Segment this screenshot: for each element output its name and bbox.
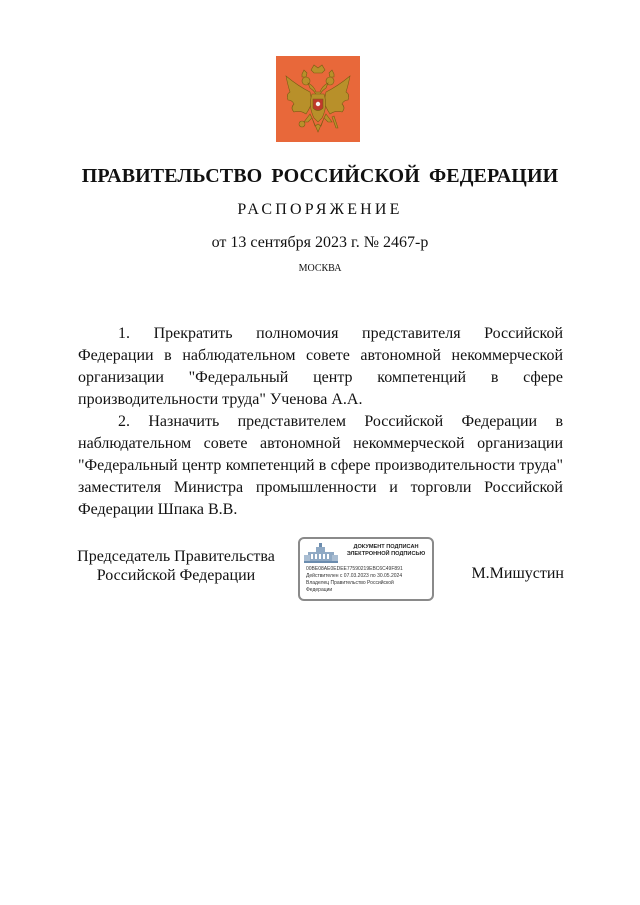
government-building-icon — [304, 543, 338, 563]
signer-name: М.Мишустин — [471, 565, 564, 582]
stamp-owner-line-1: Владелец Правительство Российской — [306, 580, 394, 586]
stamp-owner-line-2: Федерации — [306, 587, 333, 593]
document-type: РАСПОРЯЖЕНИЕ — [237, 201, 403, 218]
paragraph-2: 2. Назначить представителем Российской Федерации в наблюдательном совете автономной некоммерческой организации "Федеральный центр компетенций в сфере производительности труда" заместителя Министра промышленности и торговли Российской Федерации Шпака В.В. — [78, 413, 563, 518]
stamp-certificate-number: 00BE08AE0EDEE77590219EBC6C49F891 — [306, 566, 403, 572]
stamp-title-line-1: ДОКУМЕНТ ПОДПИСАН — [353, 544, 419, 550]
document-date-number: от 13 сентября 2023 г. № 2467-р — [211, 234, 429, 251]
signer-position-line-1: Председатель Правительства — [77, 548, 275, 565]
signer-position — [66, 547, 286, 585]
stamp-details — [306, 566, 432, 594]
government-title: ПРАВИТЕЛЬСТВО РОССИЙСКОЙ ФЕДЕРАЦИИ — [81, 165, 559, 187]
stamp-title-line-2: ЭЛЕКТРОННОЙ ПОДПИСЬЮ — [346, 551, 426, 557]
stamp-title — [340, 544, 432, 558]
coat-of-arms-icon — [276, 56, 360, 142]
paragraph-1: 1. Прекратить полномочия представителя Российской Федерации в наблюдательном совете автономной некоммерческой организации "Федеральный центр компетенций в сфере производительности труда" Ученова А.А. — [78, 325, 563, 408]
document-body — [78, 323, 563, 521]
stamp-validity: Действителен с 07.03.2023 по 30.05.2024 — [306, 573, 403, 579]
signer-position-line-2: Российской Федерации — [96, 567, 256, 584]
electronic-signature-stamp — [298, 537, 434, 601]
document-city: МОСКВА — [298, 263, 342, 274]
